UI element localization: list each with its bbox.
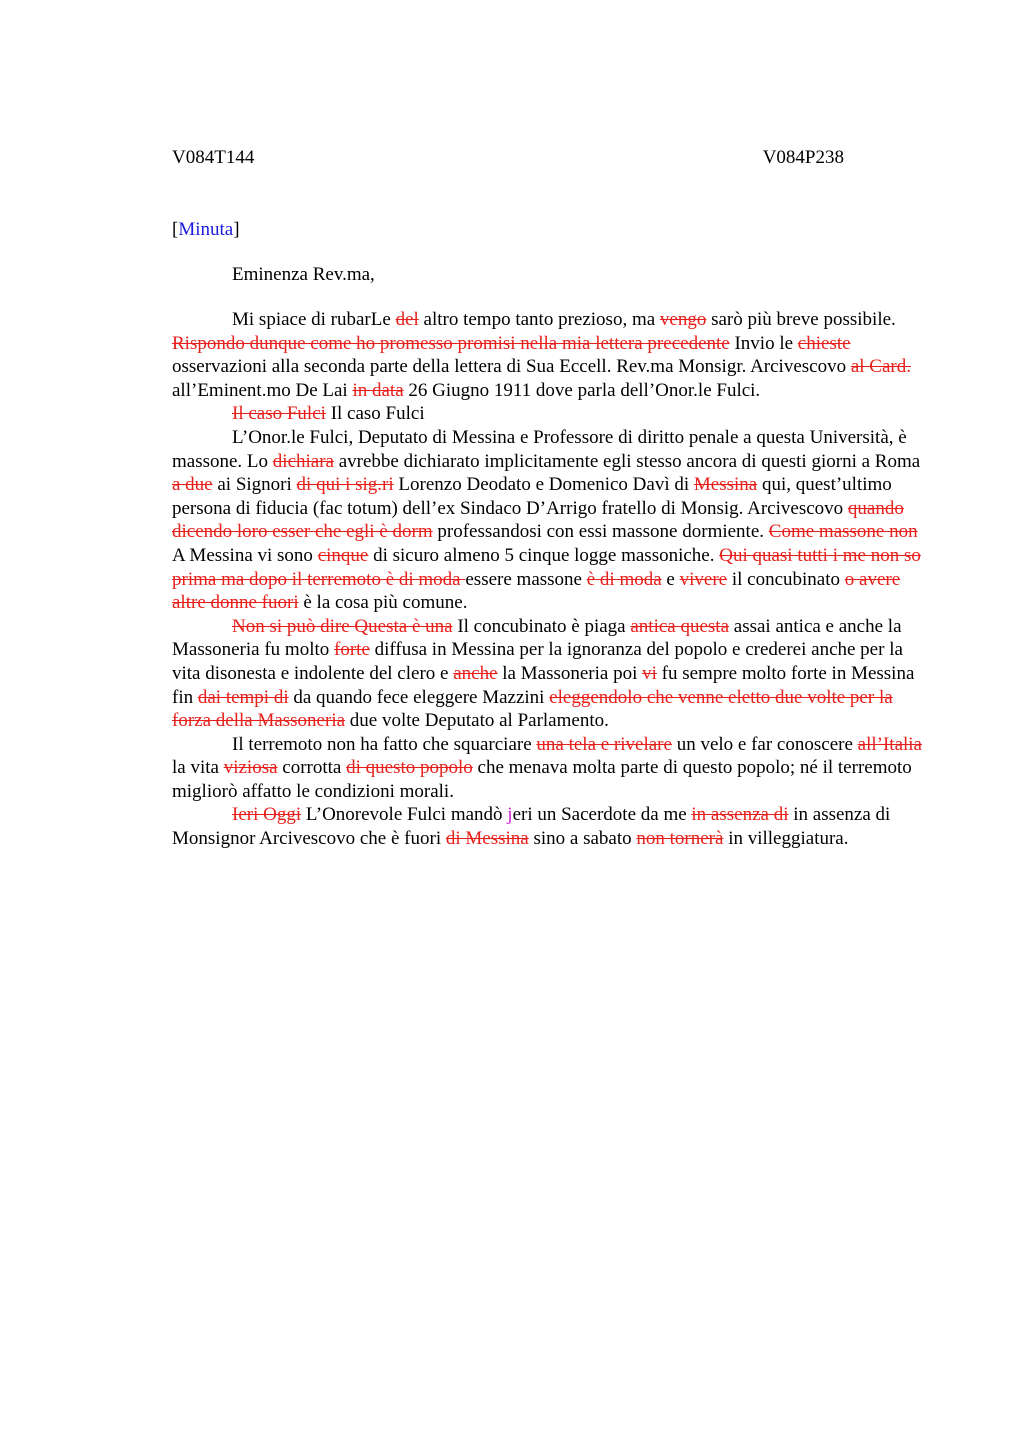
- document-id-left: V084T144: [172, 147, 255, 168]
- paragraph-2: Il caso Fulci Il caso Fulci: [232, 403, 425, 425]
- paragraph-5: Il terremoto non ha fatto che squarciare una tela e rivelare un velo e far conoscere all’Italia la vita viziosa corrotta di questo popolo che menava molta parte di questo popolo; né il terremoto migliorò affatto le condizioni morali.: [172, 733, 922, 802]
- minuta-label: [Minuta]: [172, 219, 240, 240]
- paragraph-1: Mi spiace di rubarLe del altro tempo tanto prezioso, ma vengo sarò più breve possibile. Rispondo dunque come ho promesso promisi nella mia lettera precedente Invio le chieste osservazioni alla seconda parte della lettera di Sua Eccell. Rev.ma Monsigr. Arcivescovo al Card. all’Eminent.mo De Lai in data 26 Giugno 1911 dove parla dell’Onor.le Fulci.: [172, 309, 911, 401]
- inserted-letter: j: [507, 804, 513, 826]
- paragraph-6: Ieri Oggi L’Onorevole Fulci mandò jeri un Sacerdote da me in assenza di in assenza di Monsignor Arcivescovo che è fuori di Messina sino a sabato non tornerà in villeggiatura.: [172, 804, 891, 850]
- document-header: [172, 146, 844, 170]
- paragraph-4: Non si può dire Questa è una Il concubinato è piaga antica questa assai antica e anche la Massoneria fu molto forte diffusa in Messina per la ignoranza del popolo e crederei anche per la vita disonesta e indolente del clero e anche la Massoneria poi vi fu sempre molto forte in Messina fin dai tempi di da quando fece eleggere Mazzini eleggendolo che venne eletto due volte per la forza della Massoneria due volte Deputato al Parlamento.: [172, 615, 915, 732]
- minuta-word: Minuta: [178, 219, 234, 240]
- paragraph-3: L’Onor.le Fulci, Deputato di Messina e Professore di diritto penale a questa Università, è massone. Lo dichiara avrebbe dichiarato implicitamente egli stesso ancora di questi giorni a Roma a due ai Signori di qui i sig.ri Lorenzo Deodato e Domenico Davì di Messina qui, quest’ultimo persona di fiducia (fac totum) dell’ex Sindaco D’Arrigo fratello di Monsig. Arcivescovo quando dicendo loro esser che egli è dorm professandosi con essi massone dormiente. Come massone non A Messina vi sono cinque di sicuro almeno 5 cinque logge massoniche. Qui quasi tutti i me non so prima ma dopo il terremoto è di moda essere massone è di moda e vivere il concubinato o avere altre donne fuori è la cosa più comune.: [172, 426, 921, 614]
- letter-body: [172, 308, 928, 851]
- document-id-right: V084P238: [762, 147, 844, 168]
- document-page: [172, 146, 928, 851]
- salutation: Eminenza Rev.ma,: [232, 264, 375, 285]
